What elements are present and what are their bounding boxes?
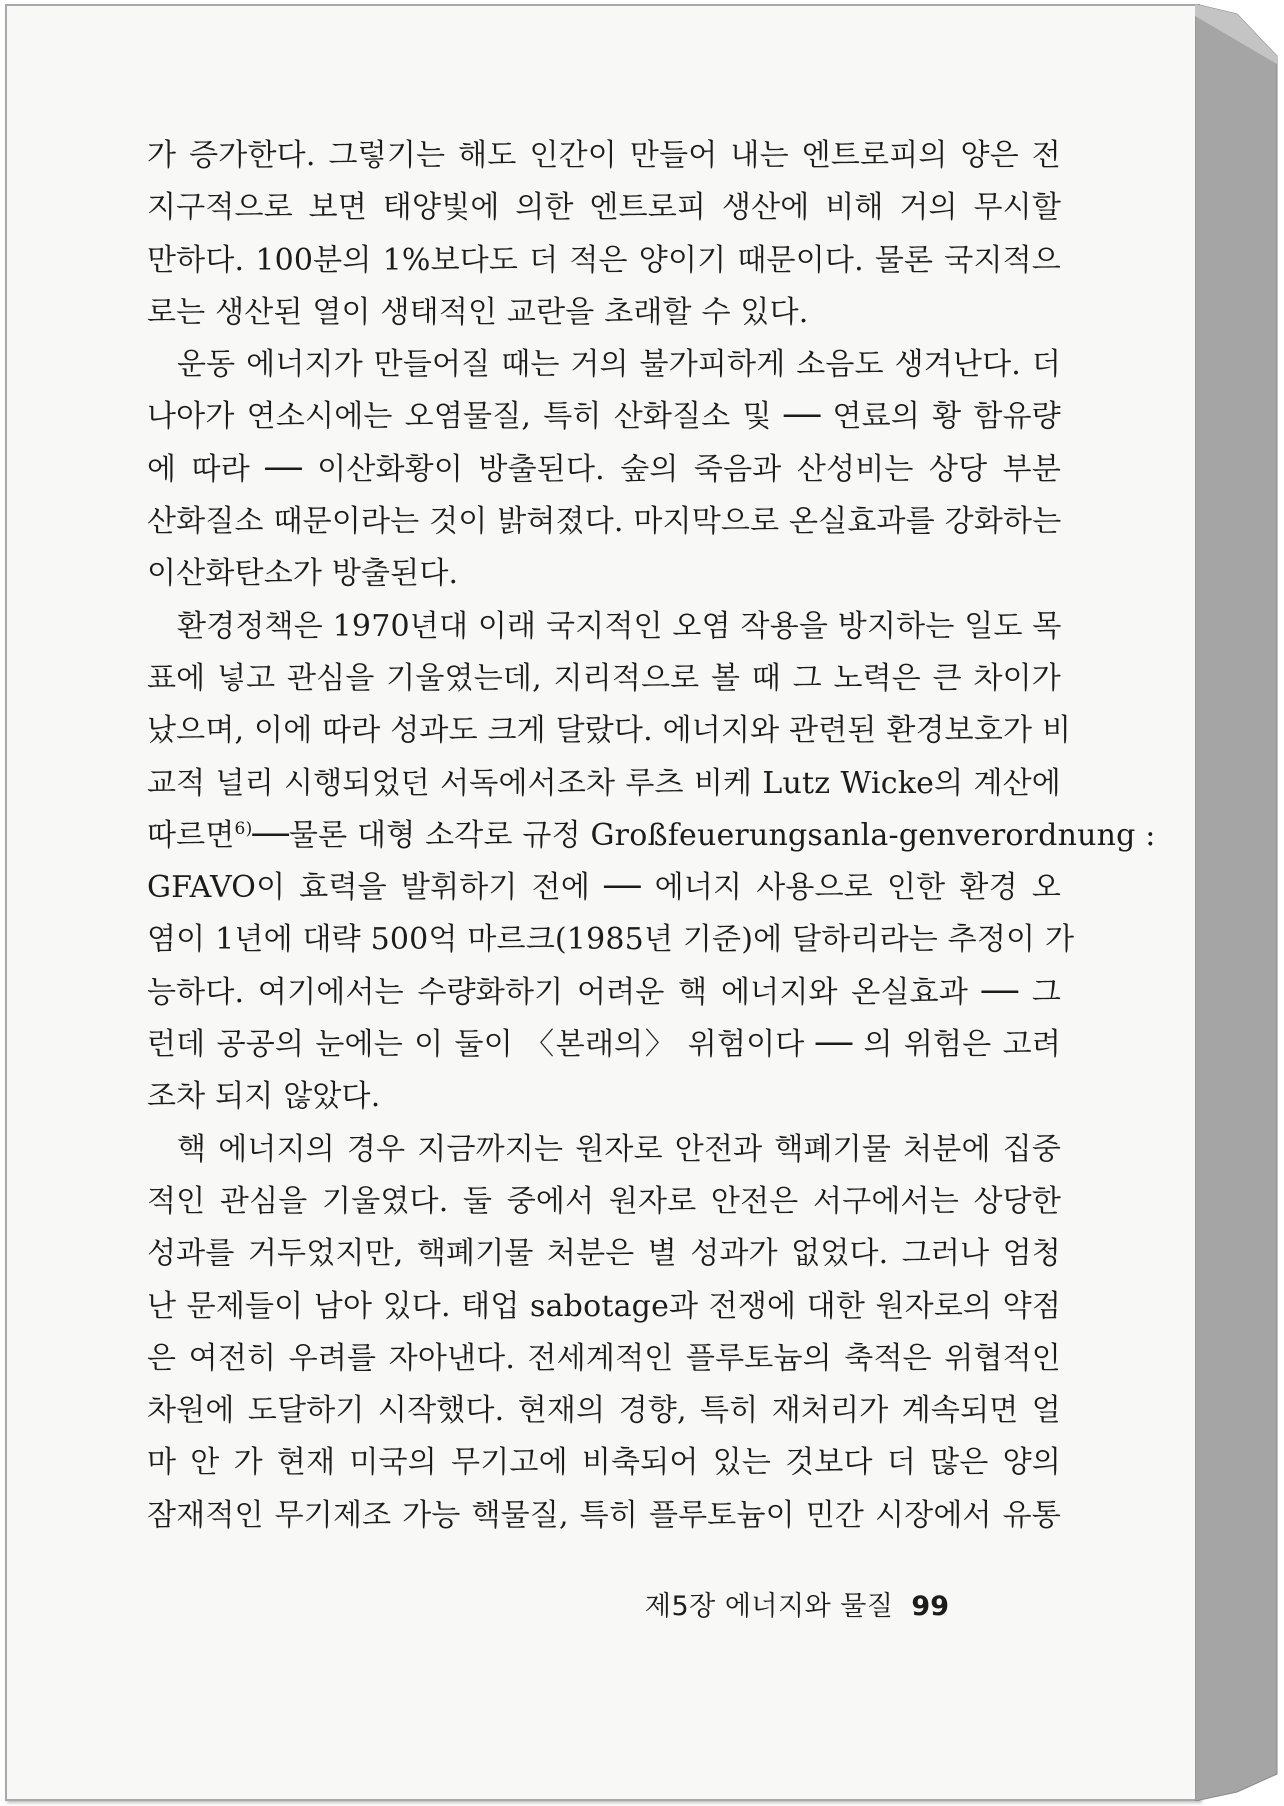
page-footer <box>645 1584 949 1623</box>
paragraph-3 <box>147 601 1156 1124</box>
text-line: 에 따라 ── 이산화황이 방출된다. 숲의 죽음과 산성비는 상당 부분 <box>147 451 1061 487</box>
text-line: 이산화탄소가 방출된다. <box>147 556 459 592</box>
page-stack-edge <box>1195 4 1279 1801</box>
text-line: 차원에 도달하기 시작했다. 현재의 경향, 특히 재처리가 계속되면 얼 <box>147 1393 1061 1429</box>
paragraph-4 <box>147 1124 1061 1542</box>
page-number: 99 <box>911 1591 949 1622</box>
text-line: 환경정책은 1970년대 이래 국지적인 오염 작용을 방지하는 일도 목 <box>177 608 1062 644</box>
body-text <box>147 130 1156 1542</box>
text-line: 났으며, 이에 따라 성과도 크게 달랐다. 에너지와 관련된 환경보호가 비 <box>147 713 1072 749</box>
text-line: 잠재적인 무기제조 가능 핵물질, 특히 플루토늄이 민간 시장에서 유통 <box>147 1497 1061 1533</box>
paragraph-1 <box>147 130 1061 339</box>
text-line: 적인 관심을 기울였다. 둘 중에서 원자로 안전은 서구에서는 상당한 <box>147 1183 1061 1219</box>
chapter-title: 제5장 에너지와 물질 <box>644 1591 894 1622</box>
text-line: 은 여전히 우려를 자아낸다. 전세계적인 플루토늄의 축적은 위협적인 <box>147 1340 1061 1376</box>
footnote-marker[interactable]: 6) <box>234 818 253 839</box>
text-line: 마 안 가 현재 미국의 무기고에 비축되어 있는 것보다 더 많은 양의 <box>147 1445 1061 1481</box>
text-line: 가 증가한다. 그렇기는 해도 인간이 만들어 내는 엔트로피의 양은 전 <box>147 138 1061 173</box>
text-line: 만하다. 100분의 1%보다도 더 적은 양이기 때문이다. 물론 국지적으 <box>147 242 1061 278</box>
text-line: 조차 되지 않았다. <box>147 1079 381 1115</box>
text-line: 지구적으로 보면 태양빛에 의한 엔트로피 생산에 비해 거의 무시할 <box>147 190 1061 226</box>
text-line: 산화질소 때문이라는 것이 밝혀졌다. 마지막으로 온실효과를 강화하는 <box>147 504 1062 540</box>
paragraph-2 <box>147 339 1061 600</box>
text-line: 런데 공공의 눈에는 이 둘이 〈본래의〉 위험이다 ── 의 위험은 고려 <box>147 1027 1061 1063</box>
text-line: 로는 생산된 열이 생태적인 교란을 초래할 수 있다. <box>147 294 809 330</box>
text-line: 나아가 연소시에는 오염물질, 특히 산화질소 및 ── 연료의 황 함유량 <box>147 399 1061 435</box>
text-line: 표에 넣고 관심을 기울였는데, 지리적으로 볼 때 그 노력은 큰 차이가 <box>147 660 1061 696</box>
line-start: 따르면 <box>147 817 235 853</box>
text-line: GFAVO이 효력을 발휘하기 전에 ── 에너지 사용으로 인한 환경 오 <box>147 870 1061 906</box>
line-rest: ──물론 대형 소각로 규정 Großfeuerungsanla-genverordnung : <box>252 817 1156 853</box>
text-line: 염이 1년에 대략 500억 마르크(1985년 기준)에 달하리라는 추정이 가 <box>147 922 1075 958</box>
book-page <box>5 4 1200 1801</box>
text-line: 성과를 거두었지만, 핵폐기물 처분은 별 성과가 없었다. 그러나 엄청 <box>147 1236 1061 1272</box>
text-line: 핵 에너지의 경우 지금까지는 원자로 안전과 핵폐기물 처분에 집중 <box>177 1131 1061 1167</box>
text-line: 교적 널리 시행되었던 서독에서조차 루츠 비케 Lutz Wicke의 계산에 <box>147 765 1061 801</box>
text-line: 능하다. 여기에서는 수량화하기 어려운 핵 에너지와 온실효과 ── 그 <box>147 974 1061 1010</box>
text-line: 난 문제들이 남아 있다. 태업 sabotage과 전쟁에 대한 원자로의 약점 <box>147 1288 1061 1324</box>
text-line: 운동 에너지가 만들어질 때는 거의 불가피하게 소음도 생겨난다. 더 <box>177 347 1061 383</box>
text-line-with-footnote <box>147 810 1156 862</box>
